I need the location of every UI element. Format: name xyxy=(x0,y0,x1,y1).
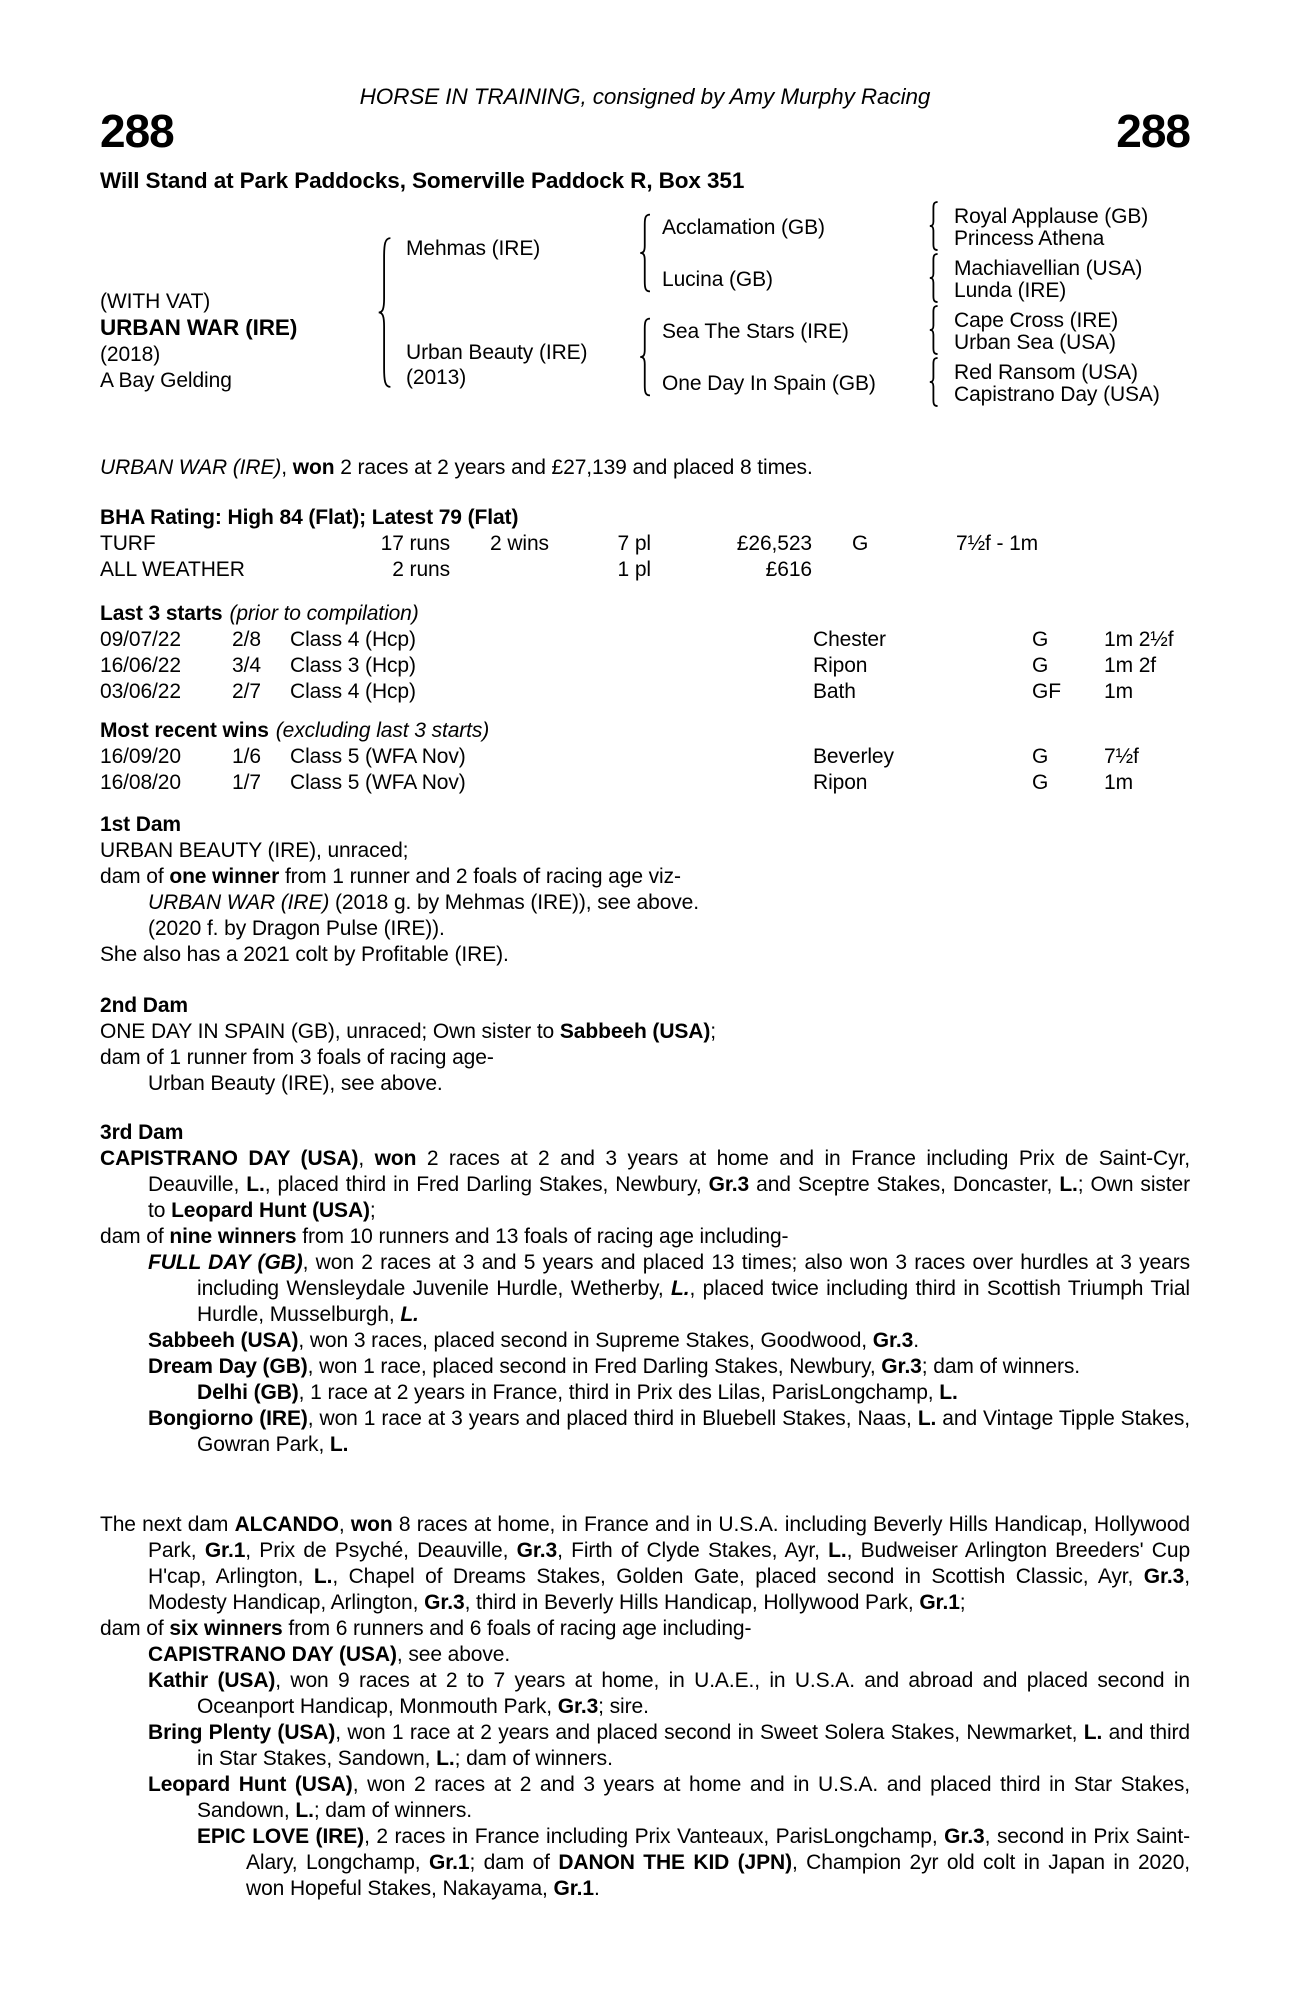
subject-year: (2018) xyxy=(100,343,161,366)
going-code: G xyxy=(1032,745,1049,768)
text-segment: , xyxy=(338,1513,351,1536)
stats-table xyxy=(100,531,1190,583)
text-segment: L. xyxy=(436,1747,455,1770)
going-code: G xyxy=(1032,654,1049,677)
pedigree-note-paragraph xyxy=(100,1642,1190,1668)
great-grandparent-name: Princess Athena xyxy=(954,227,1105,250)
going-code: G xyxy=(1032,628,1049,651)
surface-stat-row xyxy=(100,531,1190,557)
text-segment: L. xyxy=(246,1173,265,1196)
pedigree-note-paragraph xyxy=(100,890,1190,916)
subject-name: URBAN WAR (IRE) xyxy=(100,315,298,340)
win-result-row xyxy=(100,744,1190,770)
pedigree-brace-icon xyxy=(928,253,940,303)
text-segment: 2 races at 2 years and £27,139 and placed 8 times. xyxy=(334,456,813,479)
text-segment: , third in Beverly Hills Handicap, Hollywood Park, xyxy=(464,1591,920,1614)
last3-heading xyxy=(100,601,1190,627)
dam-section xyxy=(100,993,1190,1097)
race-distance: 7½f xyxy=(1104,745,1139,768)
text-segment: nine winners xyxy=(169,1225,297,1248)
text-segment: , placed twice including third in Scottish Triumph Trial Hurdle, Musselburgh, xyxy=(197,1277,1190,1326)
pedigree-note-paragraph xyxy=(100,1250,1190,1328)
racecourse: Ripon xyxy=(813,654,868,677)
text-segment: , won 1 race at 3 years and placed third in Bluebell Stakes, Naas, xyxy=(307,1407,918,1430)
surface-label: TURF xyxy=(100,532,156,555)
pedigree-brace-icon xyxy=(928,201,940,251)
pedigree-note-paragraph xyxy=(100,1772,1190,1824)
text-segment: Gr.1 xyxy=(553,1877,594,1900)
text-segment: URBAN WAR (IRE) xyxy=(100,456,282,479)
grandparent-name: Sea The Stars (IRE) xyxy=(662,320,849,343)
text-segment: Gr.1 xyxy=(428,1851,470,1874)
text-segment: . xyxy=(913,1329,919,1352)
race-distance: 1m 2f xyxy=(1104,654,1157,677)
great-grandparent-name: Machiavellian (USA) xyxy=(954,257,1143,280)
finish-position: 2/8 xyxy=(232,628,261,651)
text-segment: , Firth of Clyde Stakes, Ayr, xyxy=(557,1539,829,1562)
earnings-amount: £616 xyxy=(765,558,812,581)
pedigree-note-paragraph xyxy=(100,864,1190,890)
wins-table xyxy=(100,744,1190,796)
earnings-amount: £26,523 xyxy=(736,532,812,555)
wins-count: 2 wins xyxy=(490,532,549,555)
text-segment: URBAN WAR (IRE) xyxy=(148,891,330,914)
text-segment: , won 1 race, placed second in Fred Darling Stakes, Newbury, xyxy=(307,1355,882,1378)
lot-number-right: 288 xyxy=(1116,105,1190,157)
pedigree-note-paragraph xyxy=(100,1071,1190,1097)
text-segment: , placed third in Fred Darling Stakes, Newbury, xyxy=(264,1173,709,1196)
wins-note: (excluding last 3 starts) xyxy=(275,719,490,742)
text-segment: Sabbeeh (USA) xyxy=(148,1329,299,1352)
going-code: G xyxy=(852,532,869,555)
pedigree-note-paragraph xyxy=(100,916,1190,942)
bha-rating: BHA Rating: High 84 (Flat); Latest 79 (Flat) xyxy=(100,506,519,529)
pedigree-note-paragraph xyxy=(100,838,1190,864)
text-segment: , Chapel of Dreams Stakes, Golden Gate, placed second in Scottish Classic, Ayr, xyxy=(332,1565,1144,1588)
text-segment: L. xyxy=(400,1303,419,1326)
pedigree-note-paragraph xyxy=(100,1380,1190,1406)
page-header: HORSE IN TRAINING, consigned by Amy Murphy Racing xyxy=(359,84,931,109)
pedigree-note-paragraph xyxy=(100,1668,1190,1720)
sire-name: Mehmas (IRE) xyxy=(406,237,541,260)
surface-label: ALL WEATHER xyxy=(100,558,245,581)
wins-title: Most recent wins xyxy=(100,719,269,742)
text-segment: Dream Day (GB) xyxy=(148,1355,308,1378)
text-segment: and Vintage Tipple Stakes, Gowran Park, xyxy=(197,1407,1190,1456)
race-date: 16/09/20 xyxy=(100,745,181,768)
text-segment: FULL DAY (GB) xyxy=(148,1251,303,1274)
text-segment: L. xyxy=(313,1565,333,1588)
great-grandparent-name: Urban Sea (USA) xyxy=(954,331,1116,354)
text-segment: Urban Beauty (IRE), see above. xyxy=(148,1072,443,1095)
grandparent-name: Lucina (GB) xyxy=(662,268,773,291)
text-segment: Gr.1 xyxy=(919,1591,960,1614)
text-segment: ; dam of winners. xyxy=(454,1747,613,1770)
text-segment: ; dam of winners. xyxy=(921,1355,1080,1378)
pedigree-note-paragraph xyxy=(100,1616,1190,1642)
text-segment: Gr.3 xyxy=(708,1173,750,1196)
dam-section xyxy=(100,812,1190,968)
text-segment: Gr.3 xyxy=(944,1825,985,1848)
text-segment: dam of xyxy=(100,1617,170,1640)
pedigree-brace-icon xyxy=(928,305,940,355)
pedigree-note-paragraph xyxy=(100,1512,1190,1616)
finish-position: 3/4 xyxy=(232,654,261,677)
race-class: Class 5 (WFA Nov) xyxy=(290,771,466,794)
wins-heading xyxy=(100,718,1190,744)
text-segment: ALCANDO xyxy=(234,1513,339,1536)
dam-section xyxy=(100,1512,1190,1902)
racecourse: Bath xyxy=(813,680,856,703)
text-segment: , Budweiser Arlington Breeders' Cup H'cap, Arlington, xyxy=(148,1539,1191,1588)
places-count: 7 pl xyxy=(617,532,651,555)
text-segment: one winner xyxy=(169,865,280,888)
pedigree-note-paragraph xyxy=(100,1045,1190,1071)
text-segment: from 10 runners and 13 foals of racing age including- xyxy=(296,1225,789,1248)
text-segment: , Prix de Psyché, Deauville, xyxy=(245,1539,517,1562)
text-segment: EPIC LOVE (IRE) xyxy=(197,1825,365,1848)
great-grandparent-name: Royal Applause (GB) xyxy=(954,205,1149,228)
race-result-row xyxy=(100,679,1190,705)
race-summary xyxy=(100,455,1190,481)
text-segment: Sabbeeh (USA) xyxy=(559,1020,711,1043)
text-segment: CAPISTRANO DAY (USA) xyxy=(148,1643,397,1666)
text-segment: CAPISTRANO DAY (USA) xyxy=(100,1147,359,1170)
grandparent-name: Acclamation (GB) xyxy=(662,216,825,239)
text-segment: L. xyxy=(1059,1173,1078,1196)
dam-heading: 2nd Dam xyxy=(100,994,188,1017)
race-distance: 1m 2½f xyxy=(1104,628,1174,651)
text-segment: , won 3 races, placed second in Supreme Stakes, Goodwood, xyxy=(298,1329,873,1352)
text-segment: and Sceptre Stakes, Doncaster, xyxy=(749,1173,1060,1196)
text-segment: won xyxy=(350,1513,393,1536)
dam-name: Urban Beauty (IRE) xyxy=(406,341,588,364)
pedigree-note-paragraph xyxy=(100,1354,1190,1380)
surface-stat-row xyxy=(100,557,1190,583)
racecourse: Ripon xyxy=(813,771,868,794)
finish-position: 1/6 xyxy=(232,745,261,768)
pedigree-table xyxy=(100,195,1190,415)
pedigree-brace-icon xyxy=(928,357,940,407)
stand-location: Will Stand at Park Paddocks, Somerville Paddock R, Box 351 xyxy=(100,168,745,193)
pedigree-brace-icon xyxy=(376,235,394,390)
places-count: 1 pl xyxy=(617,558,651,581)
subject-description: A Bay Gelding xyxy=(100,369,232,392)
text-segment: six winners xyxy=(169,1617,283,1640)
runs-count: 17 runs xyxy=(380,532,450,555)
text-segment: URBAN BEAUTY (IRE), unraced; xyxy=(100,839,409,862)
pedigree-note-paragraph xyxy=(100,1406,1190,1458)
text-segment: Gr.3 xyxy=(872,1329,914,1352)
pedigree-note-paragraph xyxy=(100,1720,1190,1772)
text-segment: from 1 runner and 2 foals of racing age viz- xyxy=(279,865,681,888)
dam-heading: 3rd Dam xyxy=(100,1121,184,1144)
text-segment: ; dam of winners. xyxy=(313,1799,473,1822)
race-distance: 1m xyxy=(1104,771,1133,794)
text-segment: , xyxy=(281,456,293,479)
text-segment: , won 9 races at 2 to 7 years at home, in U.A.E., in U.S.A. and abroad and placed second in Oceanport Handicap, Monmouth Park, xyxy=(197,1669,1190,1718)
text-segment: and third in Star Stakes, Sandown, xyxy=(197,1721,1191,1770)
text-segment: 2 races at 2 and 3 years at home and in France including Prix de Saint-Cyr, Deauville, xyxy=(148,1147,1190,1196)
great-grandparent-name: Capistrano Day (USA) xyxy=(954,383,1160,406)
text-segment: DANON THE KID (JPN) xyxy=(558,1851,793,1874)
racecourse: Chester xyxy=(813,628,886,651)
dam-heading: 1st Dam xyxy=(100,813,182,836)
great-grandparent-name: Cape Cross (IRE) xyxy=(954,309,1119,332)
last3-note: (prior to compilation) xyxy=(229,602,419,625)
going-code: GF xyxy=(1032,680,1061,703)
text-segment: ; Own sister to xyxy=(148,1173,1190,1222)
going-code: G xyxy=(1032,771,1049,794)
text-segment: Gr.3 xyxy=(516,1539,558,1562)
lot-number-left: 288 xyxy=(100,105,174,157)
race-class: Class 3 (Hcp) xyxy=(290,654,416,677)
great-grandparent-name: Lunda (IRE) xyxy=(954,279,1067,302)
text-segment: , Modesty Handicap, Arlington, xyxy=(148,1565,1190,1614)
pedigree-note-paragraph xyxy=(100,1146,1190,1224)
text-segment: Gr.3 xyxy=(881,1355,922,1378)
text-segment: , 1 race at 2 years in France, third in Prix des Lilas, ParisLongchamp, xyxy=(298,1381,940,1404)
text-segment: L. xyxy=(828,1539,847,1562)
text-segment: (2018 g. by Mehmas (IRE)), see above. xyxy=(329,891,699,914)
text-segment: won xyxy=(374,1147,417,1170)
text-segment: , 2 races in France including Prix Vanteaux, ParisLongchamp, xyxy=(364,1825,945,1848)
dam-year: (2013) xyxy=(406,366,467,389)
text-segment: , won 2 races at 2 and 3 years at home and in U.S.A. and placed third in Star Stakes, Sandown, xyxy=(197,1773,1190,1822)
text-segment: Bongiorno (IRE) xyxy=(148,1407,308,1430)
runs-count: 2 runs xyxy=(392,558,450,581)
text-segment: Gr.1 xyxy=(204,1539,246,1562)
race-date: 03/06/22 xyxy=(100,680,181,703)
text-segment: The next dam xyxy=(100,1513,235,1536)
text-segment: L. xyxy=(329,1433,349,1456)
text-segment: Leopard Hunt (USA) xyxy=(171,1199,370,1222)
race-result-row xyxy=(100,627,1190,653)
text-segment: from 6 runners and 6 foals of racing age including- xyxy=(282,1617,752,1640)
text-segment: ; xyxy=(710,1020,717,1043)
last3-table xyxy=(100,627,1190,705)
race-date: 16/06/22 xyxy=(100,654,181,677)
text-segment: , see above. xyxy=(396,1643,511,1666)
text-segment: ; xyxy=(369,1199,376,1222)
text-segment: L. xyxy=(1083,1721,1103,1744)
text-segment: dam of xyxy=(100,865,170,888)
text-segment: Bring Plenty (USA) xyxy=(148,1721,336,1744)
text-segment: ; dam of xyxy=(469,1851,559,1874)
text-segment: Delhi (GB) xyxy=(197,1381,299,1404)
pedigree-brace-icon xyxy=(638,317,653,397)
distance-range: 7½f - 1m xyxy=(956,532,1039,555)
text-segment: . xyxy=(593,1877,600,1900)
grandparent-name: One Day In Spain (GB) xyxy=(662,372,876,395)
pedigree-note-paragraph xyxy=(100,942,1190,968)
text-segment: dam of 1 runner from 3 foals of racing age- xyxy=(100,1046,494,1069)
text-segment: L. xyxy=(917,1407,937,1430)
text-segment: L. xyxy=(671,1277,690,1300)
race-class: Class 5 (WFA Nov) xyxy=(290,745,466,768)
text-segment: Kathir (USA) xyxy=(148,1669,276,1692)
text-segment: Leopard Hunt (USA) xyxy=(148,1773,353,1796)
finish-position: 1/7 xyxy=(232,771,261,794)
pedigree-note-paragraph xyxy=(100,1824,1190,1902)
text-segment: L. xyxy=(295,1799,314,1822)
text-segment: (2020 f. by Dragon Pulse (IRE)). xyxy=(148,917,445,940)
race-distance: 1m xyxy=(1104,680,1133,703)
text-segment: won xyxy=(292,456,335,479)
text-segment: , won 1 race at 2 years and placed second in Sweet Solera Stakes, Newmarket, xyxy=(335,1721,1084,1744)
race-date: 16/08/20 xyxy=(100,771,181,794)
racecourse: Beverley xyxy=(813,745,894,768)
text-segment: dam of xyxy=(100,1225,170,1248)
text-segment: , xyxy=(358,1147,375,1170)
race-class: Class 4 (Hcp) xyxy=(290,628,416,651)
text-segment: She also has a 2021 colt by Profitable (IRE). xyxy=(100,943,509,966)
race-class: Class 4 (Hcp) xyxy=(290,680,416,703)
last3-title: Last 3 starts xyxy=(100,602,223,625)
pedigree-note-paragraph xyxy=(100,1019,1190,1045)
pedigree-note-paragraph xyxy=(100,1224,1190,1250)
finish-position: 2/7 xyxy=(232,680,261,703)
pedigree-brace-icon xyxy=(638,213,653,293)
text-segment: L. xyxy=(939,1381,958,1404)
text-segment: ONE DAY IN SPAIN (GB), unraced; Own sister to xyxy=(100,1020,560,1043)
dam-section xyxy=(100,1120,1190,1458)
with-vat-note: (WITH VAT) xyxy=(100,290,211,313)
text-segment: Gr.3 xyxy=(1143,1565,1185,1588)
race-date: 09/07/22 xyxy=(100,628,181,651)
text-segment: Gr.3 xyxy=(557,1695,599,1718)
win-result-row xyxy=(100,770,1190,796)
text-segment: , Champion 2yr old colt in Japan in 2020, won Hopeful Stakes, Nakayama, xyxy=(246,1851,1191,1900)
race-result-row xyxy=(100,653,1190,679)
text-segment: 8 races at home, in France and in U.S.A. including Beverly Hills Handicap, Hollywood Park, xyxy=(148,1513,1190,1562)
text-segment: ; sire. xyxy=(598,1695,649,1718)
text-segment: ; xyxy=(959,1591,966,1614)
text-segment: , second in Prix Saint-Alary, Longchamp, xyxy=(246,1825,1190,1874)
text-segment: , won 2 races at 3 and 5 years and placed 13 times; also won 3 races over hurdles at 3 years including Wensleydale Juvenile Hurdle, Wetherby, xyxy=(197,1251,1190,1300)
great-grandparent-name: Red Ransom (USA) xyxy=(954,361,1138,384)
text-segment: Gr.3 xyxy=(424,1591,465,1614)
pedigree-note-paragraph xyxy=(100,1328,1190,1354)
